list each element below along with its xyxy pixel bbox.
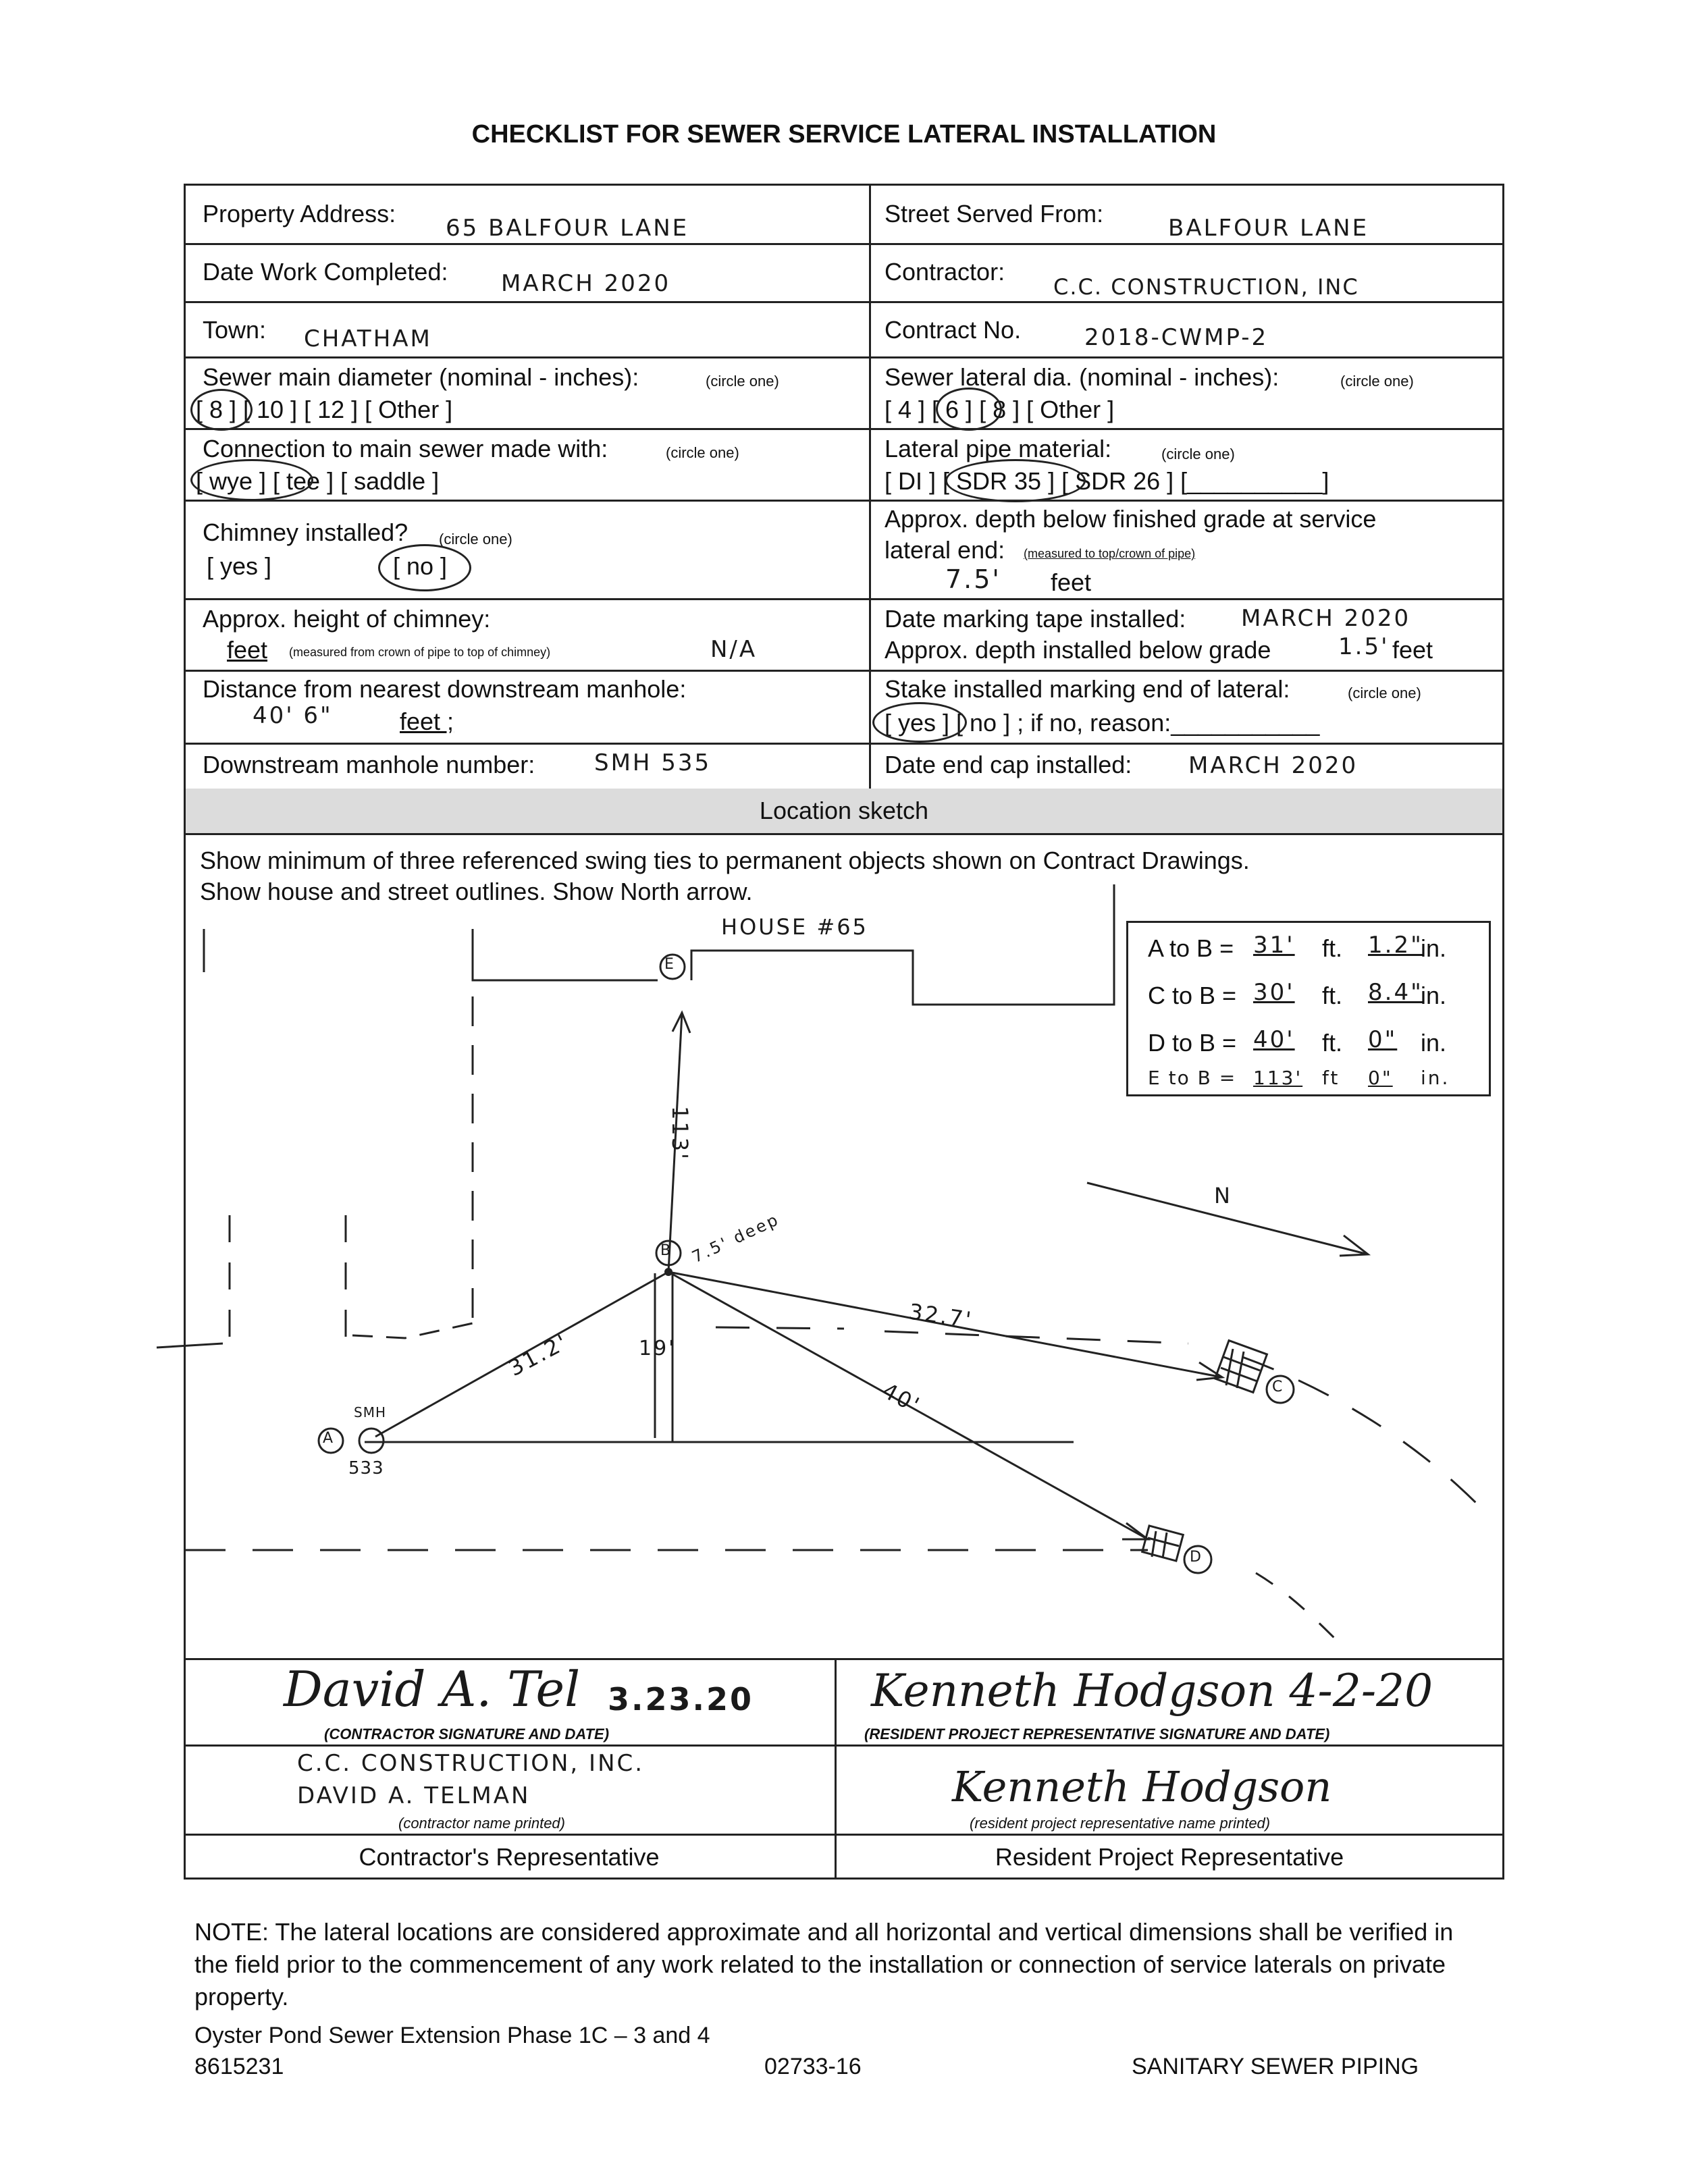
house-label: HOUSE #65 bbox=[721, 914, 868, 940]
lateral-end-point bbox=[664, 1268, 672, 1276]
contractor-signature-date: 3.23.20 bbox=[608, 1681, 754, 1717]
end-cap-label: Date end cap installed: bbox=[885, 751, 1132, 778]
tie-row-in: 0" bbox=[1368, 1067, 1393, 1089]
chimney-height-unit: feet bbox=[227, 636, 268, 664]
sketch-instructions-1: Show minimum of three referenced swing ties to permanent objects shown on Contract Drawings. bbox=[200, 847, 1250, 874]
street-served-label: Street Served From: bbox=[885, 200, 1104, 228]
row-divider bbox=[184, 1744, 1504, 1747]
contractor-name-line-2: DAVID A. TELMAN bbox=[297, 1782, 531, 1809]
lateral-dia-options: [ 4 ] [ 6 ] [ 8 ] [ Other ] bbox=[885, 396, 1115, 423]
date-completed-label: Date Work Completed: bbox=[203, 258, 448, 286]
marking-tape-label: Date marking tape installed: bbox=[885, 605, 1186, 633]
row-divider bbox=[184, 1834, 1504, 1836]
end-cap-value: MARCH 2020 bbox=[1188, 752, 1359, 779]
tie-row-ft-unit: ft bbox=[1322, 1067, 1340, 1089]
point-d-label: D bbox=[1190, 1549, 1201, 1566]
resident-signature-caption: (RESIDENT PROJECT REPRESENTATIVE SIGNATURE AND DATE) bbox=[864, 1726, 1330, 1742]
contractor-name-caption: (contractor name printed) bbox=[398, 1815, 565, 1832]
tie-row-in-unit: in. bbox=[1421, 1067, 1450, 1089]
lateral-material-options: [ DI ] [ SDR 35 ] [ SDR 26 ] [__________] bbox=[885, 467, 1329, 495]
lateral-end-unit: feet bbox=[1051, 568, 1092, 596]
distance-label: Distance from nearest downstream manhole: bbox=[203, 675, 687, 703]
point-smh-marker bbox=[359, 1429, 384, 1453]
distance-unit: feet ; bbox=[400, 708, 454, 735]
house-outline bbox=[691, 884, 1114, 1005]
sketch-header: Location sketch bbox=[759, 797, 929, 824]
circle-one-note: (circle one) bbox=[1161, 446, 1235, 462]
footer-number: 8615231 bbox=[194, 2054, 284, 2079]
street-edge-line bbox=[1256, 1573, 1344, 1647]
town-label: Town: bbox=[203, 316, 267, 344]
resident-name-caption: (resident project representative name printed) bbox=[970, 1815, 1271, 1832]
tie-row-label: D to B = bbox=[1148, 1029, 1237, 1057]
connection-label: Connection to main sewer made with: bbox=[203, 435, 608, 462]
tie-row-in-unit: in. bbox=[1421, 934, 1447, 962]
contractor-name-line-1: C.C. CONSTRUCTION, INC. bbox=[297, 1750, 645, 1777]
property-address-label: Property Address: bbox=[203, 200, 396, 228]
sewer-main-options: [ 8 ] [ 10 ] [ 12 ] [ Other ] bbox=[196, 396, 453, 423]
tie-row-ft-unit: ft. bbox=[1322, 934, 1343, 962]
depth-grade-label: Approx. depth installed below grade bbox=[885, 636, 1271, 664]
contractor-signature-caption: (CONTRACTOR SIGNATURE AND DATE) bbox=[324, 1726, 610, 1742]
tie-row-ft: 40' bbox=[1253, 1026, 1295, 1053]
tie-row-in: 1.2" bbox=[1368, 932, 1423, 959]
marking-tape-value: MARCH 2020 bbox=[1241, 605, 1411, 632]
vertical-dimension: 19' bbox=[639, 1337, 677, 1360]
tie-row-in-unit: in. bbox=[1421, 1029, 1447, 1057]
chimney-height-label: Approx. height of chimney: bbox=[203, 605, 491, 633]
north-label: N bbox=[1214, 1183, 1232, 1208]
point-b-label: B bbox=[660, 1242, 671, 1259]
town-value: CHATHAM bbox=[304, 325, 432, 352]
lateral-end-label: lateral end: bbox=[885, 536, 1005, 564]
tie-row-ft: 31' bbox=[1253, 932, 1295, 959]
circle-one-note: (circle one) bbox=[1348, 685, 1421, 701]
contractor-signature: David A. Tel bbox=[284, 1661, 581, 1717]
circle-one-note: (circle one) bbox=[666, 444, 739, 461]
tie-row-ft-unit: ft. bbox=[1322, 1029, 1343, 1057]
lateral-end-note: (measured to top/crown of pipe) bbox=[1024, 547, 1196, 560]
connection-options: [ wye ] [ tee ] [ saddle ] bbox=[196, 467, 440, 495]
note-text: NOTE: The lateral locations are considered approximate and all horizontal and vertical dimensions shall be verified in the field prior to the commencement of any work related to the installation or connection of service laterals on private property. bbox=[194, 1918, 1454, 2010]
tie-row-in: 8.4" bbox=[1368, 979, 1423, 1006]
contract-no-label: Contract No. bbox=[885, 316, 1022, 344]
circle-one-note: (circle one) bbox=[1340, 373, 1414, 390]
street-served-value: BALFOUR LANE bbox=[1168, 215, 1369, 242]
house-wall-line bbox=[352, 1323, 473, 1338]
point-c-label: C bbox=[1272, 1379, 1283, 1395]
contractor-rep-label: Contractor's Representative bbox=[359, 1843, 660, 1871]
tie-row-in-unit: in. bbox=[1421, 982, 1447, 1009]
smh-label: SMH bbox=[354, 1404, 386, 1420]
depth-dimension: 7.5' deep bbox=[689, 1209, 783, 1267]
chimney-label: Chimney installed? bbox=[203, 518, 408, 546]
stake-options: [ yes ] [ no ] ; if no, reason:___________ bbox=[885, 709, 1320, 737]
resident-signature: Kenneth Hodgson 4-2-20 bbox=[871, 1665, 1433, 1717]
d-b-dimension: 40' bbox=[878, 1377, 926, 1419]
footer-project: Oyster Pond Sewer Extension Phase 1C – 3 and 4 bbox=[194, 2023, 710, 2048]
manhole-no-value: SMH 535 bbox=[594, 749, 712, 776]
distance-value: 40' 6" bbox=[253, 702, 333, 729]
tie-row-label: E to B = bbox=[1148, 1067, 1237, 1089]
tie-row-label: C to B = bbox=[1148, 982, 1237, 1009]
c-b-dimension: 32.7' bbox=[907, 1298, 975, 1333]
lateral-end-value: 7.5' bbox=[945, 564, 1001, 594]
chimney-yes: [ yes ] bbox=[207, 552, 272, 580]
chimney-no: [ no ] bbox=[393, 552, 448, 580]
a-b-dimension: 31.2' bbox=[504, 1328, 573, 1382]
house-wall-line bbox=[157, 1343, 223, 1348]
lateral-material-label: Lateral pipe material: bbox=[885, 435, 1112, 462]
smh-number: 533 bbox=[348, 1458, 384, 1479]
manhole-no-label: Downstream manhole number: bbox=[203, 751, 535, 778]
contractor-value: C.C. CONSTRUCTION, INC bbox=[1053, 274, 1359, 300]
chimney-height-value: N/A bbox=[710, 636, 758, 663]
tie-row-ft: 113' bbox=[1253, 1067, 1303, 1089]
row-divider bbox=[184, 1658, 1504, 1660]
contract-no-value: 2018-CWMP-2 bbox=[1084, 324, 1269, 351]
stake-label: Stake installed marking end of lateral: bbox=[885, 675, 1290, 703]
contractor-label: Contractor: bbox=[885, 258, 1005, 286]
footer-section: 02733-16 bbox=[764, 2054, 862, 2079]
tie-row-ft: 30' bbox=[1253, 979, 1295, 1006]
e-b-dimension: 113' bbox=[666, 1106, 693, 1161]
depth-grade-value: 1.5' bbox=[1338, 633, 1390, 660]
resident-name: Kenneth Hodgson bbox=[952, 1762, 1332, 1811]
property-address-value: 65 BALFOUR LANE bbox=[446, 215, 689, 242]
depth-grade-unit: feet bbox=[1392, 636, 1433, 664]
circle-one-note: (circle one) bbox=[439, 531, 512, 548]
tie-row-in: 0" bbox=[1368, 1026, 1398, 1053]
point-a-label: A bbox=[323, 1430, 334, 1447]
tie-row-ft-unit: ft. bbox=[1322, 982, 1343, 1009]
footer-category: SANITARY SEWER PIPING bbox=[1132, 2054, 1419, 2079]
lateral-dia-label: Sewer lateral dia. (nominal - inches): bbox=[885, 363, 1280, 391]
resident-rep-label: Resident Project Representative bbox=[995, 1843, 1344, 1871]
chimney-height-note: (measured from crown of pipe to top of chimney) bbox=[289, 645, 551, 659]
point-e-label: E bbox=[664, 956, 674, 973]
tie-row-label: A to B = bbox=[1148, 934, 1234, 962]
page-title: CHECKLIST FOR SEWER SERVICE LATERAL INSTALLATION bbox=[471, 120, 1217, 149]
date-completed-value: MARCH 2020 bbox=[501, 270, 671, 297]
approx-depth-label: Approx. depth below finished grade at service bbox=[885, 505, 1377, 533]
sewer-main-label: Sewer main diameter (nominal - inches): bbox=[203, 363, 639, 391]
circle-one-note: (circle one) bbox=[706, 373, 779, 390]
house-outline bbox=[473, 929, 658, 980]
sketch-instructions-2: Show house and street outlines. Show North arrow. bbox=[200, 878, 753, 905]
